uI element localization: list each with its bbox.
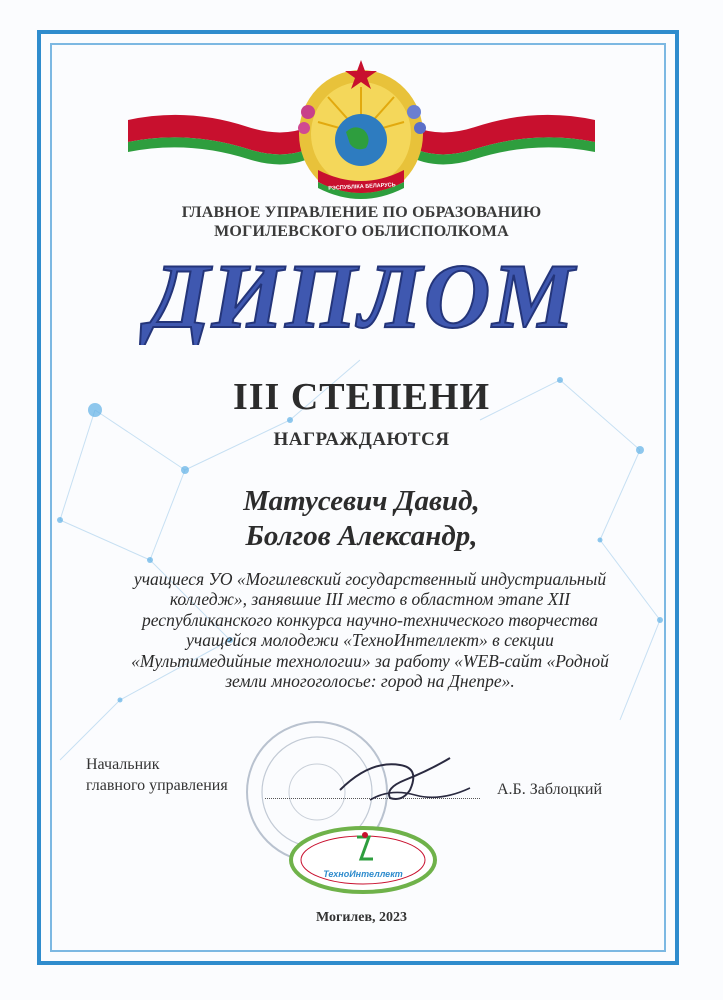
diploma-title [60, 255, 663, 345]
awardee-name-1: Матусевич Давид, [243, 485, 480, 517]
diploma-degree: III СТЕПЕНИ [232, 376, 491, 418]
place-and-date: Могилев, 2023 [315, 910, 408, 925]
organization-name [60, 203, 663, 241]
signatory-title-line-2: главного управления [86, 777, 228, 794]
awardee-name-2: Болгов Александр, [245, 520, 478, 552]
emblem-ribbon-text: РЭСПУБЛІКА БЕЛАРУСЬ [328, 182, 396, 192]
organization-line-2: МОГИЛЕВСКОГО ОБЛИСПОЛКОМА [214, 223, 509, 240]
handwritten-signature [330, 740, 480, 820]
signatory-name: А.Б. Заблоцкий [497, 781, 603, 798]
signatory-title-line-1: Начальник [86, 756, 160, 773]
diploma-title-text: ДИПЛОМ [146, 255, 577, 345]
technointellect-logo [287, 825, 439, 895]
logo-text: ТехноИнтеллект [323, 869, 403, 879]
belarus-emblem [128, 52, 595, 202]
organization-line-1: ГЛАВНОЕ УПРАВЛЕНИЕ ПО ОБРАЗОВАНИЮ [181, 204, 542, 221]
signatory-title [86, 754, 228, 796]
awardee-names [60, 484, 663, 554]
awarded-heading: НАГРАЖДАЮТСЯ [273, 429, 450, 450]
award-description: учащиеся УО «Могилевский государственный индустриальный колледж», занявшие III место в областном этапе XII республиканского конкурса научно-технического творчества учащейся молодежи «ТехноИнтеллект» в секции «Мультимедийные технологии» за работу «WEB-сайт «Родной земли многоголосье: город на Днепре». [131, 569, 609, 692]
